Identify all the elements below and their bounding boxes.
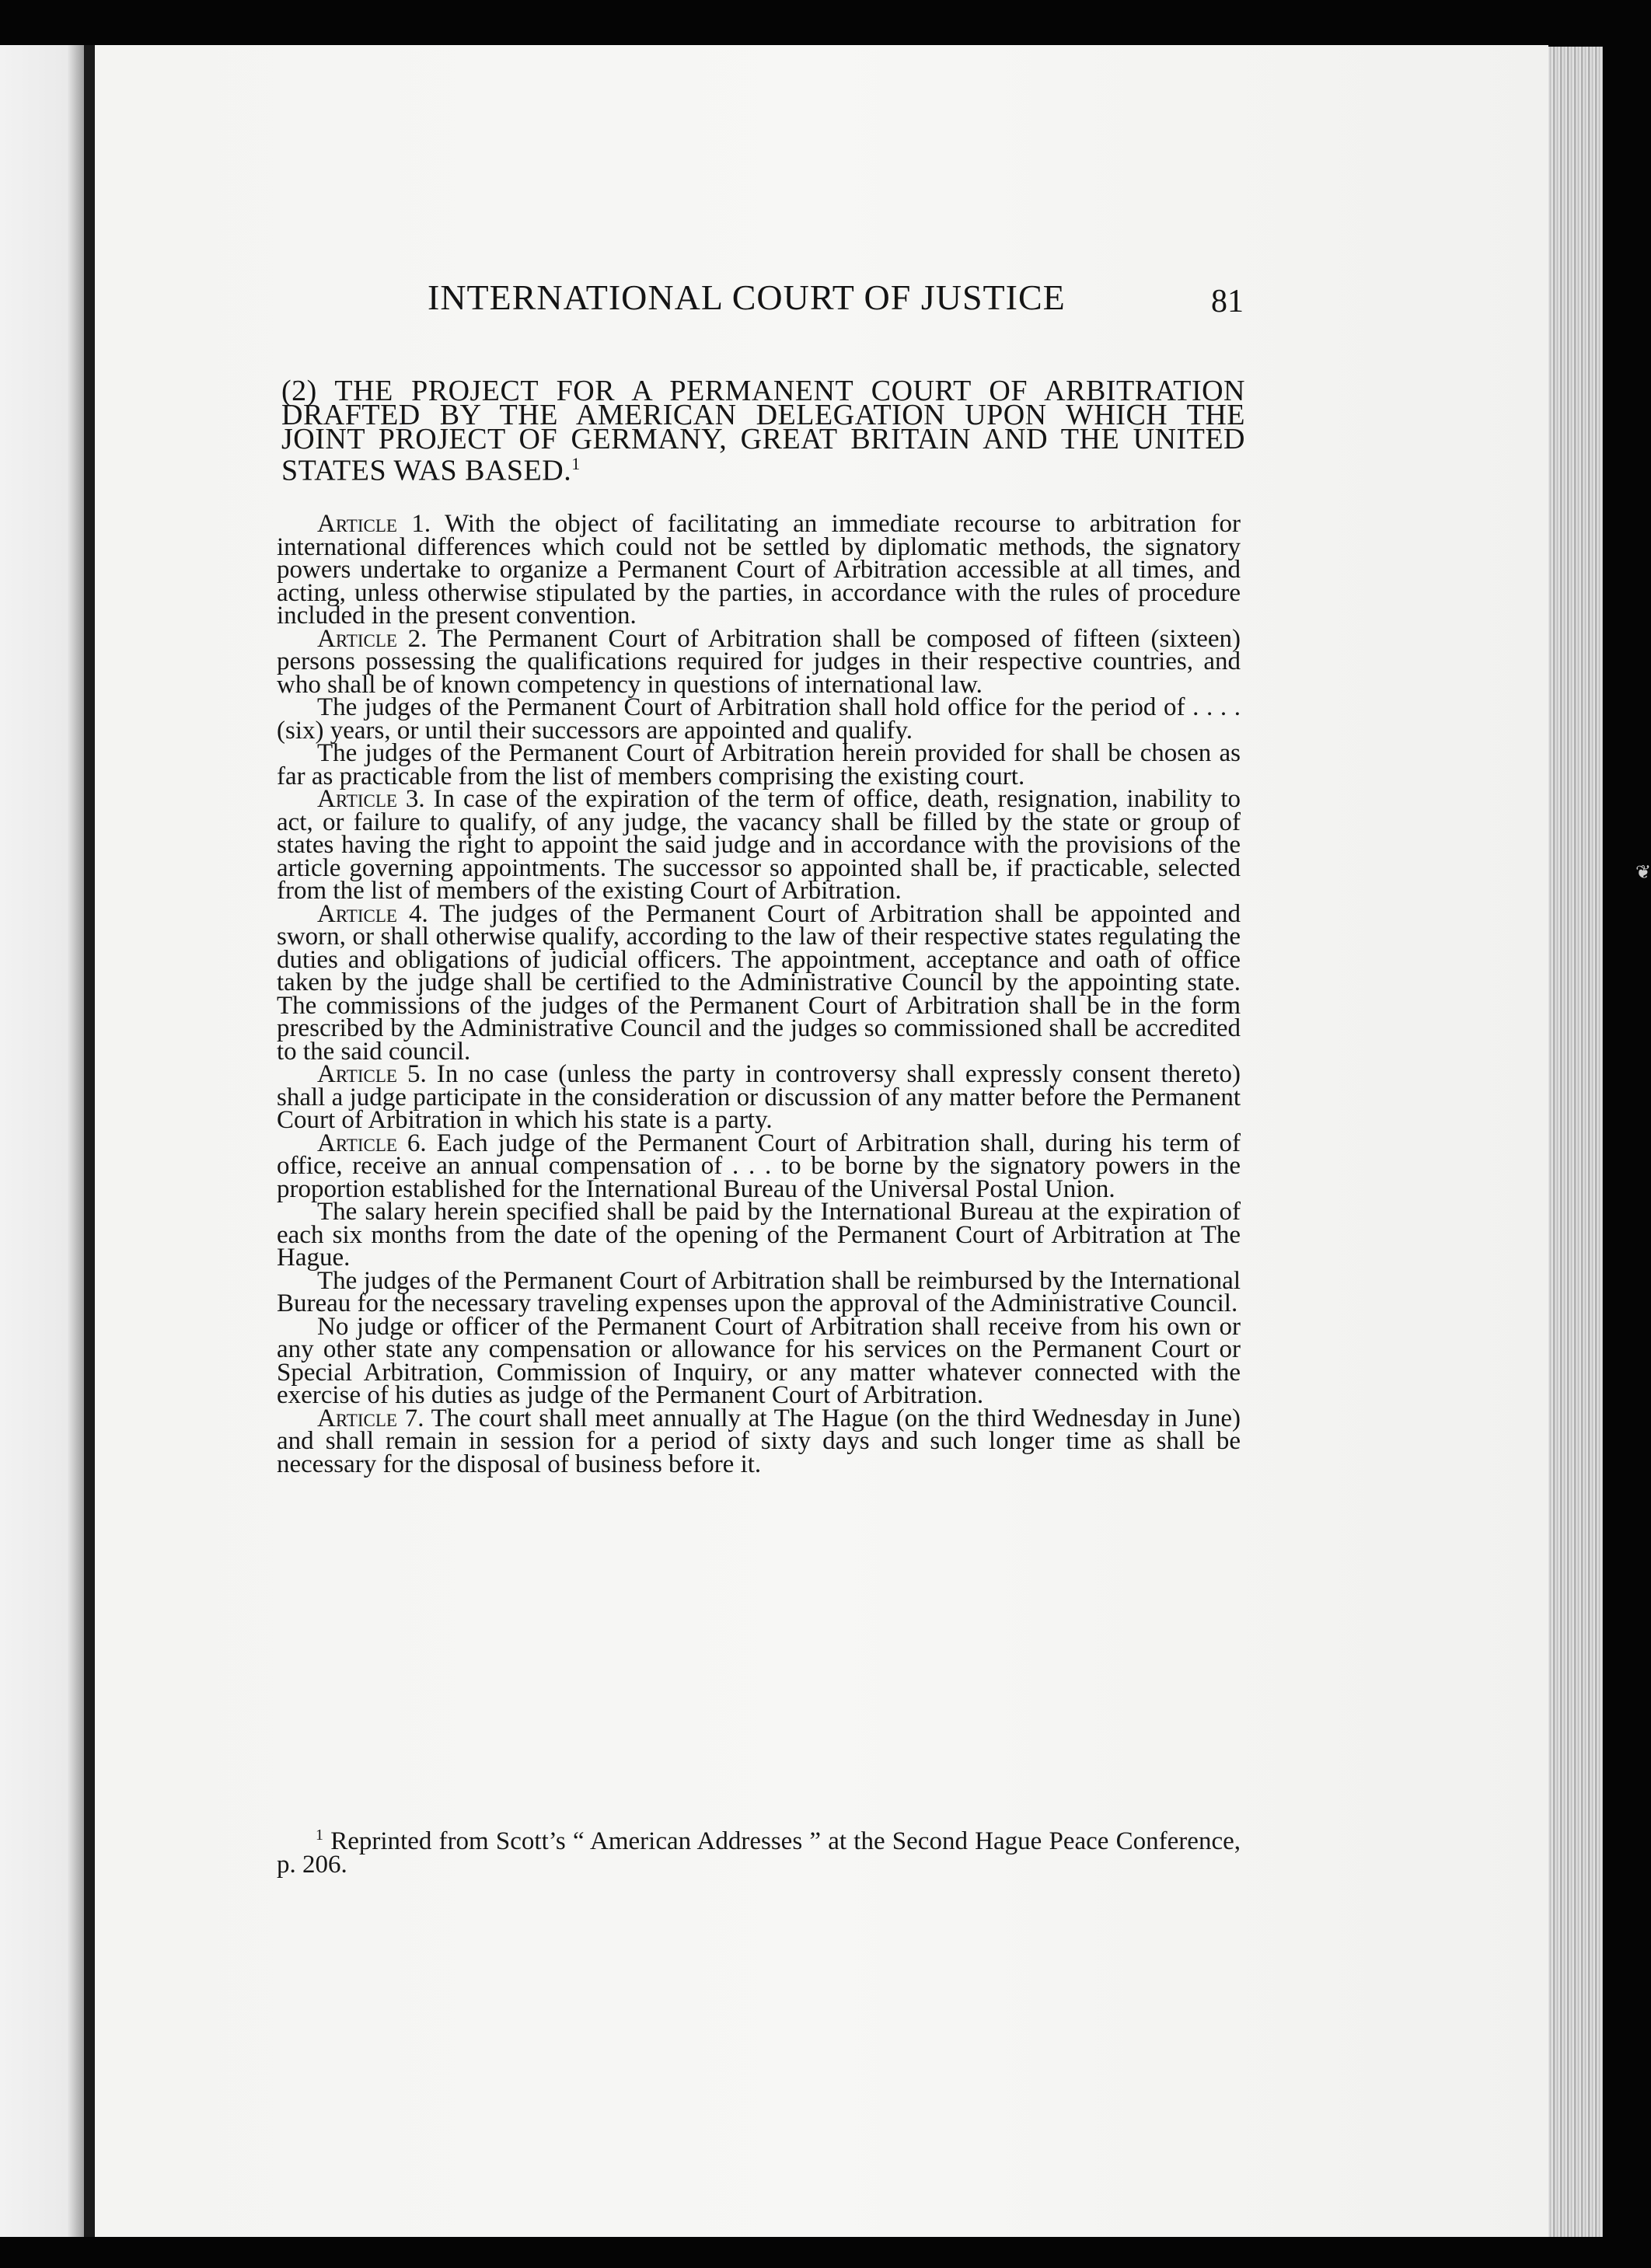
page-number: 81 bbox=[1211, 284, 1244, 319]
paragraph-text: The court shall meet annually at The Hague (on the third Wednesday in June) and shall remain in session for a period of sixty days and such longer time as shall be necessary for the disposal of business before it. bbox=[277, 1404, 1241, 1478]
paragraph-text: In case of the expiration of the term of office, death, resignation, inability to act, or failure to qualify, of any judge, the vacancy shall be filled by the state or group of states having the right to appoint the said judge and in accordance with the provisions of the article governing appointments. The successor so appointed shall be, if practicable, selected from the list of members of the existing Court of Arbitration. bbox=[277, 785, 1241, 905]
article-paragraph bbox=[277, 1129, 1241, 1203]
running-head: INTERNATIONAL COURT OF JUSTICE bbox=[428, 277, 1066, 317]
article-paragraph bbox=[277, 739, 1241, 790]
article-label: Article 7. bbox=[317, 1404, 424, 1432]
article-body bbox=[277, 510, 1241, 1478]
paragraph-text: No judge or officer of the Permanent Court of Arbitration shall receive from his own or any other state any compensation or allowance for his services on the Permanent Court or Special Arbitration, Commission of Inquiry, or any matter whatever connected with the exercise of his duties as judge of the Permanent Court of Arbitration. bbox=[277, 1312, 1241, 1409]
section-number: (2) bbox=[281, 375, 317, 407]
section-title: THE PROJECT FOR A PERMANENT COURT OF ARBITRATION DRAFTED BY THE AMERICAN DELEGATION UPON WHICH THE JOINT PROJECT OF GERMANY, GREAT BRITAIN AND THE UNITED STATES WAS BASED. bbox=[281, 375, 1245, 487]
article-label: Article 3. bbox=[317, 785, 425, 813]
article-label: Article 5. bbox=[317, 1060, 427, 1088]
article-paragraph bbox=[277, 785, 1241, 905]
article-paragraph bbox=[277, 899, 1241, 1066]
section-heading bbox=[281, 375, 1245, 487]
paragraph-text: The judges of the Permanent Court of Arbitration shall hold office for the period of . . . . (six) years, or until their successors are appointed and qualify. bbox=[277, 693, 1241, 745]
paragraph-text: The judges of the Permanent Court of Arbitration shall be reimbursed by the International Bureau for the necessary traveling expenses upon the approval of the Administrative Council. bbox=[277, 1266, 1241, 1317]
paragraph-text: The salary herein specified shall be paid by the International Bureau at the expiration of each six months from the date of the opening of the Permanent Court of Arbitration at The Hague. bbox=[277, 1198, 1241, 1272]
article-label: Article 2. bbox=[317, 624, 428, 653]
page-stack-edge bbox=[1548, 47, 1603, 2237]
article-paragraph bbox=[277, 510, 1241, 630]
paragraph-text: Each judge of the Permanent Court of Arbitration shall, during his term of office, receive an annual compensation of . . . to be borne by the signatory powers in the proportion established for the International Bureau of the Universal Postal Union. bbox=[277, 1129, 1241, 1203]
article-label: Article 6. bbox=[317, 1129, 427, 1157]
paragraph-text: In no case (unless the party in controversy shall expressly consent thereto) shall a judge participate in the consideration or discussion of any matter before the Permanent Court of Arbitration in which his state is a party. bbox=[277, 1060, 1241, 1134]
article-paragraph bbox=[277, 1060, 1241, 1134]
article-paragraph bbox=[277, 693, 1241, 745]
book-gutter bbox=[84, 45, 95, 2237]
footnote-marker: 1 bbox=[316, 1827, 323, 1844]
footnote bbox=[277, 1823, 1241, 1879]
facing-page-edge bbox=[0, 45, 84, 2237]
footnote-text: Reprinted from Scott’s “ American Addresses ” at the Second Hague Peace Conference, p. 206. bbox=[277, 1827, 1241, 1879]
article-paragraph bbox=[277, 624, 1241, 699]
paragraph-text: The Permanent Court of Arbitration shall be composed of fifteen (sixteen) persons possessing the qualifications required for judges in their respective countries, and who shall be of known competency in questions of international law. bbox=[277, 624, 1241, 699]
footnote-reference: 1 bbox=[571, 454, 581, 473]
article-paragraph bbox=[277, 1266, 1241, 1317]
paragraph-text: The judges of the Permanent Court of Arbitration herein provided for shall be chosen as far as practicable from the list of members comprising the existing court. bbox=[277, 739, 1241, 790]
paragraph-text: With the object of facilitating an immediate recourse to arbitration for international differences which could not be settled by diplomatic methods, the signatory powers undertake to organize a Permanent Court of Arbitration accessible at all times, and acting, unless otherwise stipulated by the parties, in accordance with the rules of procedure included in the present convention. bbox=[277, 510, 1241, 630]
article-paragraph bbox=[277, 1198, 1241, 1272]
article-paragraph bbox=[277, 1312, 1241, 1409]
paragraph-text: The judges of the Permanent Court of Arbitration shall be appointed and sworn, or shall otherwise qualify, according to the law of their respective states regulating the duties and obligations of judicial officers. The appointment, acceptance and oath of office taken by the judge shall be certified to the Administrative Council by the appointing state. The commissions of the judges of the Permanent Court of Arbitration shall be in the form prescribed by the Administrative Council and the judges so commissioned shall be accredited to the said council. bbox=[277, 899, 1241, 1066]
article-label: Article 1. bbox=[317, 510, 431, 538]
edge-mark: ❦ bbox=[1635, 861, 1651, 883]
article-label: Article 4. bbox=[317, 899, 428, 928]
article-paragraph bbox=[277, 1404, 1241, 1478]
